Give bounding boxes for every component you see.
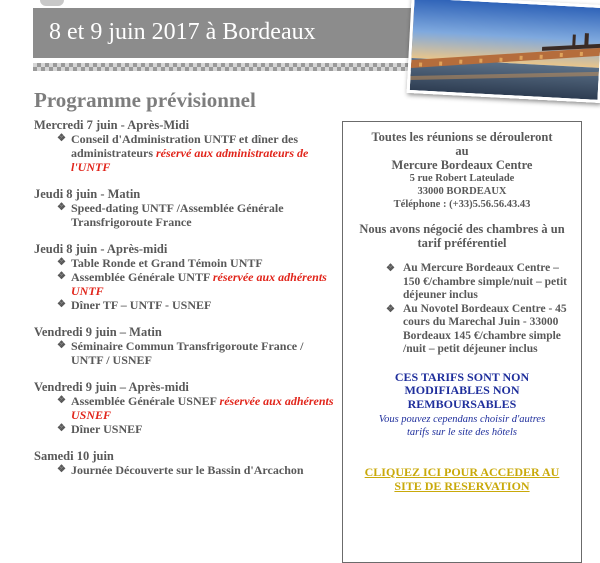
schedule-item	[34, 422, 334, 436]
negotiated-rate-text: tarif préférentiel	[417, 236, 507, 250]
day-title: Mercredi 7 juin - Après-Midi	[34, 118, 190, 132]
alternative-rates-note	[353, 413, 571, 439]
day-title: Samedi 10 juin	[34, 449, 114, 463]
schedule-item	[34, 256, 334, 270]
diamond-bullet-icon: ❖	[57, 464, 66, 475]
diamond-bullet-icon: ❖	[57, 299, 66, 310]
reservation-link[interactable]	[353, 465, 571, 493]
day-title: Jeudi 8 juin - Matin	[34, 187, 141, 201]
decorative-tab	[40, 0, 64, 6]
restriction-note: réservée aux adhérents USNEF	[71, 394, 334, 422]
note-line: tarifs sur le site des hôtels	[407, 427, 517, 438]
diamond-bullet-icon: ❖	[386, 303, 395, 315]
day-block	[34, 118, 334, 174]
notice-line: MODIFIABLES NON	[404, 383, 520, 397]
diamond-bullet-icon: ❖	[57, 271, 66, 282]
diamond-bullet-icon: ❖	[57, 202, 66, 213]
diamond-bullet-icon: ❖	[57, 257, 66, 268]
schedule-item	[34, 339, 334, 367]
header-banner	[33, 8, 417, 58]
diamond-bullet-icon: ❖	[57, 340, 66, 351]
hotel-text: Au Mercure Bordeaux Centre – 150 €/chambre simple/nuit – petit déjeuner inclus	[403, 262, 567, 301]
diamond-bullet-icon: ❖	[57, 133, 66, 144]
link-line[interactable]: CLIQUEZ ICI POUR ACCEDER AU	[364, 465, 560, 479]
item-text: Table Ronde et Grand Témoin UNTF	[71, 256, 263, 270]
venue-city: 33000 BORDEAUX	[417, 186, 507, 197]
restriction-note: réservé aux administrateurs de l'UNTF	[71, 146, 309, 174]
schedule	[34, 118, 334, 490]
item-text: Dîner USNEF	[71, 422, 143, 436]
note-line: Vous pouvez cependans choisir d'autres	[378, 414, 546, 425]
intro-line: au	[455, 144, 469, 158]
item-text: Dîner TF – UNTF - USNEF	[71, 298, 212, 312]
venue-name: Mercure Bordeaux Centre	[391, 158, 533, 172]
diamond-bullet-icon: ❖	[57, 423, 66, 434]
hotel-list	[353, 262, 571, 357]
negotiated-rate-text: Nous avons négocié des chambres à un	[359, 222, 565, 236]
restriction-note: réservée aux adhérents UNTF	[71, 270, 327, 298]
hotel-item	[381, 303, 571, 357]
schedule-item	[34, 201, 334, 229]
hotel-item	[381, 262, 571, 303]
day-block	[34, 325, 334, 367]
venue-address: 5 rue Robert Lateulade	[409, 173, 515, 184]
bordeaux-bridge-photo	[407, 0, 600, 103]
day-block	[34, 449, 334, 477]
day-title: Jeudi 8 juin - Après-midi	[34, 242, 168, 256]
schedule-item	[34, 394, 334, 422]
non-refundable-notice	[353, 371, 571, 412]
item-text: Assemblée Générale UNTF	[71, 270, 213, 284]
day-title: Vendredi 9 juin – Après-midi	[34, 380, 189, 394]
programme-heading: Programme prévisionnel	[34, 88, 256, 112]
notice-line: REMBOURSABLES	[407, 396, 517, 411]
day-block	[34, 242, 334, 312]
day-title: Vendredi 9 juin – Matin	[34, 325, 162, 339]
schedule-item	[34, 298, 334, 312]
link-line[interactable]: SITE DE RESERVATION	[394, 479, 530, 493]
intro-line: Toutes les réunions se dérouleront	[371, 130, 553, 144]
notice-line: CES TARIFS SONT NON	[394, 369, 530, 384]
item-text: Assemblée Générale USNEF	[71, 394, 220, 408]
checker-divider	[33, 63, 417, 71]
venue-info-box	[342, 121, 582, 563]
page-title: 8 et 9 juin 2017 à Bordeaux	[49, 19, 316, 45]
venue-phone: Téléphone : (+33)5.56.56.43.43	[393, 199, 531, 210]
day-block	[34, 187, 334, 229]
schedule-item	[34, 270, 334, 298]
schedule-item	[34, 463, 334, 477]
item-text: Journée Découverte sur le Bassin d'Arcachon	[71, 463, 304, 477]
item-text: Speed-dating UNTF /Assemblée Générale Transfrigoroute France	[71, 201, 284, 229]
item-text: Conseil d'Administration UNTF et dîner des administrateurs	[71, 132, 299, 160]
diamond-bullet-icon: ❖	[57, 395, 66, 406]
diamond-bullet-icon: ❖	[386, 263, 395, 274]
hotel-text: Au Novotel Bordeaux Centre - 45 cours du Marechal Juin - 33000 Bordeaux 145 €/chambre simple /nuit – petit déjeuner inclus	[403, 302, 567, 355]
day-block	[34, 380, 334, 436]
schedule-item	[34, 132, 334, 174]
venue-info-content	[343, 122, 581, 493]
item-text: Séminaire Commun Transfrigoroute France / UNTF / USNEF	[71, 339, 304, 367]
